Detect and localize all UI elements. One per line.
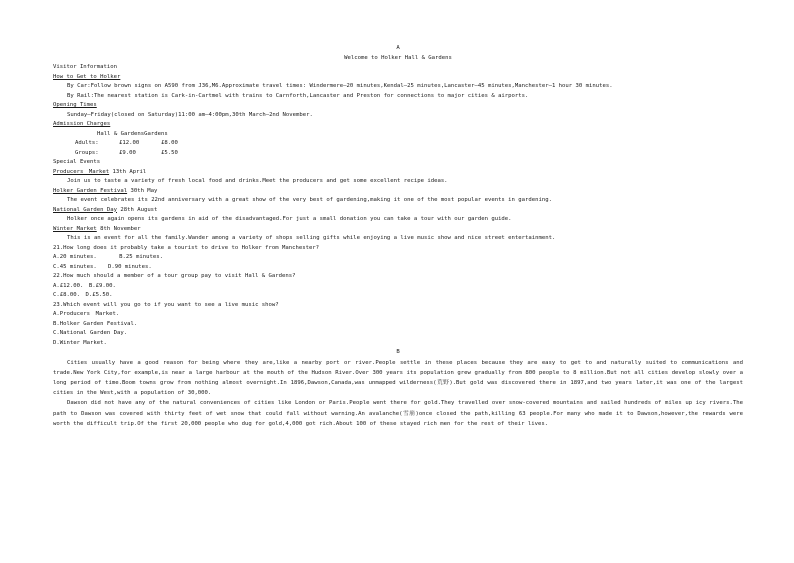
row-price-gardens: £8.00	[161, 140, 178, 146]
event-description: Holker once again opens its gardens in aid of the disadvantaged.For just a small donation you can take a tour with our garden guide.	[67, 216, 512, 222]
row-price-hall: £9.00	[119, 149, 136, 156]
event-date: 30th May	[130, 187, 158, 194]
event-description: This is an event for all the family.Wander among a variety of shops selling gifts while enjoying a live music show and nice street entertainment.	[67, 235, 556, 241]
event-name: National Garden Day	[53, 206, 117, 213]
visitor-info-heading: Visitor Information	[53, 64, 117, 70]
event-name: Producers Market	[53, 168, 110, 175]
event-title	[53, 206, 743, 216]
question-option: C.£8.00. D.£5.50.	[53, 292, 113, 298]
opening-times-text: Sunday—Friday(closed on Saturday)11:00 am—4:00pm,30th March—2nd November.	[67, 111, 313, 118]
passage-b-paragraph-2: Dawson did not have any of the natural conveniences of cities like London or Paris.People went there for gold.They travelled over snow-covered mountains and sailed hundreds of miles up icy rivers.The path to Dawson was covered with thirty feet of wet snow that could fall without warning.An avalanche(雪崩)once closed the path,killing 63 people.For many who made it to Dawson,however,the rewards were worth the difficult trip.Of the first 20,000 people who dug for gold,4,000 got rich.About 100 of these stayed rich men for the rest of their lives.	[53, 400, 743, 427]
passage-b-paragraph-1: Cities usually have a good reason for being where they are,like a nearby port or river.People settle in these places because they are easy to get to and naturally suited to communications and trade.New York City,for example,is near a large harbour at the mouth of the Hudson River.Over 300 years its population grew gradually from 800 people to 8 million.But not all cities develop slowly over a long period of time.Boom towns grow from nothing almost overnight.In 1896,Dawson,Canada,was unmapped wilderness(荒野).But gold was discovered there in 1897,and two years later,it was one of the largest cities in the West,with a population of 30,000.	[53, 359, 743, 397]
passage-title: Welcome to Holker Hall & Gardens	[344, 54, 452, 61]
question-option: D.Winter Market.	[53, 339, 107, 346]
question-option: B.Holker Garden Festival.	[53, 320, 138, 327]
event-date: 8th November	[100, 225, 141, 232]
question-stem: 23.Which event will you go to if you want to see a live music show?	[53, 301, 279, 308]
question-option: C.45 minutes. D.90 minutes.	[53, 263, 152, 270]
admission-table-header: Hall & GardensGardens	[97, 130, 168, 137]
by-rail-text: By Rail:The nearest station is Cark-in-Cartmel with trains to Carnforth,Lancaster and Preston for connections to major cities & airports.	[67, 92, 529, 99]
special-events-heading: Special Events	[53, 159, 101, 165]
question-stem: 22.How much should a member of a tour group pay to visit Hall & Gardens?	[53, 273, 296, 279]
event-title	[53, 225, 743, 235]
question-stem: 21.How long does it probably take a tourist to drive to Holker from Manchester?	[53, 244, 320, 251]
row-label: Adults:	[75, 140, 99, 146]
event-title	[53, 187, 743, 197]
event-date: 28th August	[120, 206, 158, 213]
row-price-hall: £12.00	[119, 140, 140, 146]
admission-heading: Admission Charges	[53, 121, 111, 127]
event-title	[53, 168, 743, 178]
section-b-letter: B	[396, 349, 400, 355]
opening-times-heading: Opening Times	[53, 102, 97, 108]
by-car-text: By Car:Follow brown signs on A590 from J36,M6.Approximate travel times: Windermere—20 minutes,Kendal—25 minutes,Lancaster—45 minutes,Manchester—1 hour 30 minutes.	[67, 83, 613, 89]
event-name: Winter Market	[53, 225, 97, 232]
event-name: Holker Garden Festival	[53, 187, 128, 194]
question-option: A.20 minutes. B.25 minutes.	[53, 254, 163, 260]
how-to-get-heading: How to Get to Holker	[53, 73, 121, 80]
row-label: Groups:	[75, 149, 99, 156]
question-option: A.Producers Market.	[53, 311, 120, 317]
admission-row-groups	[53, 149, 743, 159]
event-description: Join us to taste a variety of fresh local food and drinks.Meet the producers and get some excellent recipe ideas.	[67, 178, 448, 184]
admission-row-adults	[53, 139, 743, 149]
question-option: C.National Garden Day.	[53, 330, 128, 336]
document-page	[53, 44, 743, 429]
event-description: The event celebrates its 22nd anniversary with a great show of the very best of gardening,making it one of the most popular events in gardening.	[67, 197, 552, 203]
question-option: A.£12.00. B.£9.00.	[53, 282, 116, 289]
event-date: 13th April	[112, 168, 147, 175]
section-a-letter: A	[396, 45, 400, 51]
row-price-gardens: £5.50	[161, 149, 178, 156]
